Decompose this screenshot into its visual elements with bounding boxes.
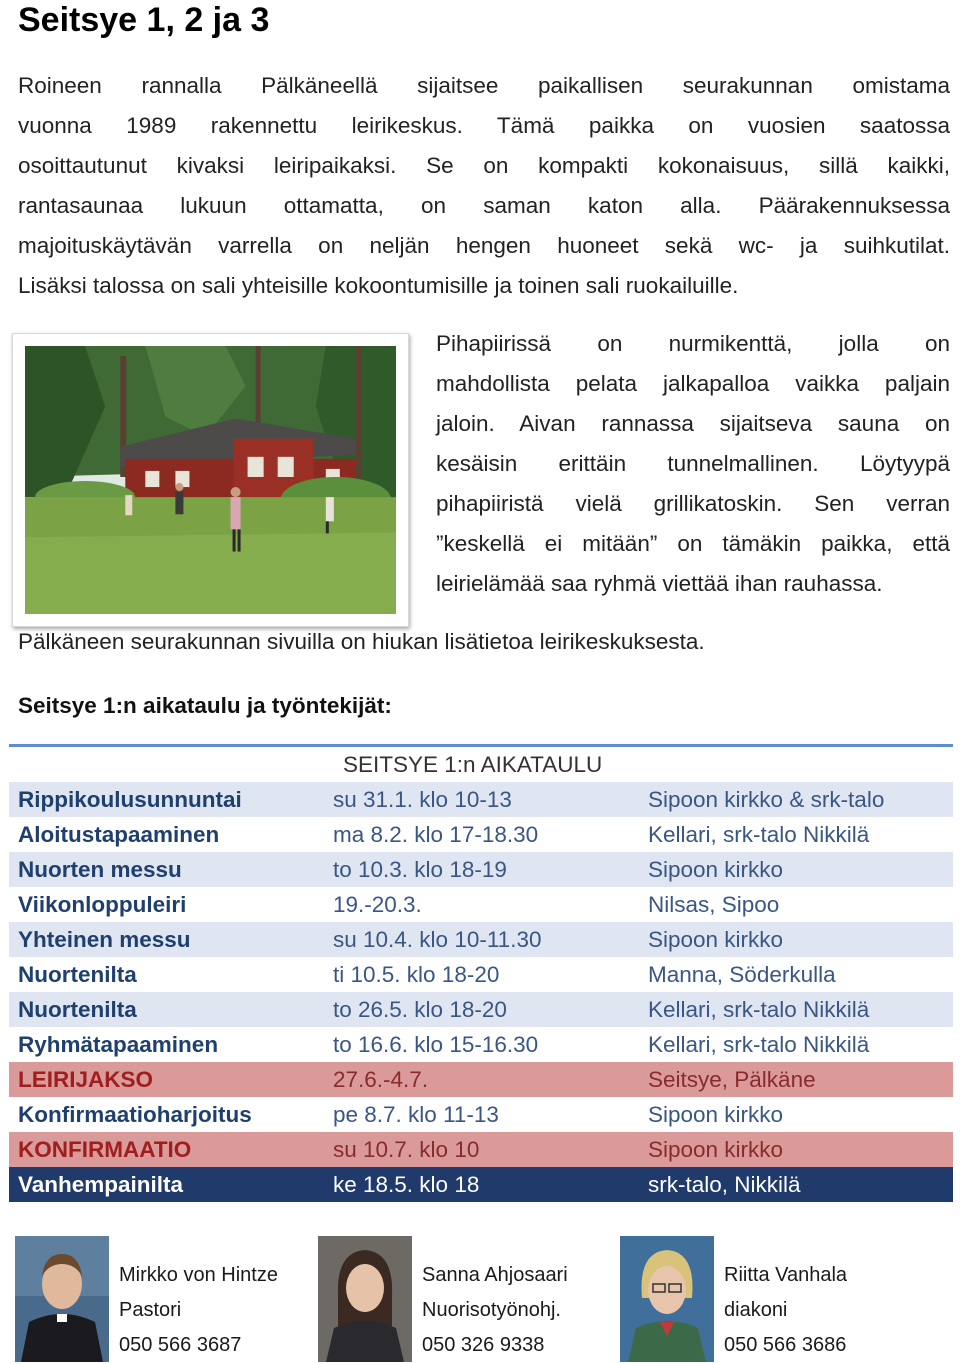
intro-paragraph <box>18 66 950 306</box>
time-cell: su 31.1. klo 10-13 <box>333 787 512 812</box>
side-line: mahdollista pelata jalkapalloa vaikka paljain <box>436 371 950 396</box>
staff-name: Sanna Ahjosaari <box>422 1264 568 1286</box>
camp-photo <box>12 333 409 627</box>
event-cell: Ryhmätapaaminen <box>18 1032 219 1057</box>
side-paragraph <box>436 324 950 604</box>
time-cell: to 26.5. klo 18-20 <box>333 997 507 1022</box>
staff-photo <box>318 1236 412 1362</box>
place-cell: Kellari, srk-talo Nikkilä <box>648 822 870 847</box>
time-cell: to 10.3. klo 18-19 <box>333 857 507 882</box>
table-row <box>9 922 953 957</box>
event-cell: Nuorten messu <box>18 857 182 882</box>
staff-name: Riitta Vanhala <box>724 1264 848 1286</box>
table-row <box>9 887 953 922</box>
table-row <box>9 817 953 852</box>
event-cell: Yhteinen messu <box>18 927 191 952</box>
place-cell: Sipoon kirkko & srk-talo <box>648 787 885 812</box>
schedule-title: SEITSYE 1:n AIKATAULU <box>9 747 953 782</box>
intro-line: majoituskäytävän varrella on neljän hengen huoneet sekä wc- ja suihkutilat. <box>18 233 950 258</box>
schedule-heading: Seitsye 1:n aikataulu ja työntekijät: <box>18 693 392 718</box>
staff-role: Pastori <box>119 1299 182 1321</box>
place-cell: Nilsas, Sipoo <box>648 892 780 917</box>
time-cell: ma 8.2. klo 17-18.30 <box>333 822 539 847</box>
place-cell: srk-talo, Nikkilä <box>648 1172 801 1197</box>
table-row-highlight <box>9 1132 953 1167</box>
camp-building-image <box>25 346 396 614</box>
staff-role: diakoni <box>724 1299 788 1321</box>
staff-phone: 050 566 3686 <box>724 1334 847 1356</box>
time-cell: 27.6.-4.7. <box>333 1067 429 1092</box>
staff-phone: 050 326 9338 <box>422 1334 545 1356</box>
place-cell: Kellari, srk-talo Nikkilä <box>648 1032 870 1057</box>
table-row-dark <box>9 1167 953 1202</box>
side-line: Pihapiirissä on nurmikenttä, jolla on <box>436 331 950 356</box>
intro-line: vuonna 1989 rakennettu leirikeskus. Tämä paikka on vuosien saatossa <box>18 113 950 138</box>
staff-photo <box>620 1236 714 1362</box>
intro-line: rantasaunaa lukuun ottamatta, on saman katon alla. Päärakennuksessa <box>18 193 950 218</box>
event-cell: LEIRIJAKSO <box>18 1067 154 1092</box>
time-cell: ke 18.5. klo 18 <box>333 1172 480 1197</box>
event-cell: Nuortenilta <box>18 997 137 1022</box>
staff-details <box>724 1258 847 1363</box>
event-cell: Vanhempainilta <box>18 1172 184 1197</box>
place-cell: Manna, Söderkulla <box>648 962 836 987</box>
side-line: kesäisin erittäin tunnelmallinen. Löytyypä <box>436 451 950 476</box>
side-line: ”keskellä ei mitään” on tämäkin paikka, että <box>436 531 950 556</box>
side-line: jaloin. Aivan rannassa sijaitseva sauna on <box>436 411 950 436</box>
staff-photo <box>15 1236 109 1362</box>
time-cell: to 16.6. klo 15-16.30 <box>333 1032 539 1057</box>
staff-details <box>422 1258 568 1363</box>
table-row <box>9 957 953 992</box>
event-cell: Nuortenilta <box>18 962 137 987</box>
side-line: leirielämää saa ryhmä viettää ihan rauhassa. <box>436 571 883 596</box>
staff-details <box>119 1258 278 1363</box>
place-cell: Kellari, srk-talo Nikkilä <box>648 997 870 1022</box>
place-cell: Sipoon kirkko <box>648 1137 784 1162</box>
time-cell: 19.-20.3. <box>333 892 422 917</box>
staff-name: Mirkko von Hintze <box>119 1264 278 1286</box>
place-cell: Sipoon kirkko <box>648 857 784 882</box>
event-cell: Konfirmaatioharjoitus <box>18 1102 252 1127</box>
intro-line: osoittautunut kivaksi leiripaikaksi. Se on kompakti kokonaisuus, sillä kaikki, <box>18 153 950 178</box>
event-cell: Aloitustapaaminen <box>18 822 220 847</box>
time-cell: pe 8.7. klo 11-13 <box>333 1102 499 1127</box>
place-cell: Sipoon kirkko <box>648 927 784 952</box>
time-cell: ti 10.5. klo 18-20 <box>333 962 500 987</box>
intro-line: Roineen rannalla Pälkäneellä sijaitsee paikallisen seurakunnan omistama <box>18 73 950 98</box>
info-line: Pälkäneen seurakunnan sivuilla on hiukan lisätietoa leirikeskuksesta. <box>18 629 705 654</box>
page-title: Seitsye 1, 2 ja 3 <box>18 1 270 39</box>
portrait-man-image <box>15 1236 109 1362</box>
portrait-woman-image <box>318 1236 412 1362</box>
table-row <box>9 1027 953 1062</box>
table-row <box>9 992 953 1027</box>
event-cell: KONFIRMAATIO <box>18 1137 192 1162</box>
portrait-woman-glasses-image <box>620 1236 714 1362</box>
event-cell: Viikonloppuleiri <box>18 892 187 917</box>
schedule-table <box>9 744 953 1202</box>
table-row <box>9 852 953 887</box>
event-cell: Rippikoulusunnuntai <box>18 787 242 812</box>
staff-role: Nuorisotyönohj. <box>422 1299 561 1321</box>
table-row <box>9 1097 953 1132</box>
time-cell: su 10.4. klo 10-11.30 <box>333 927 542 952</box>
place-cell: Seitsye, Pälkäne <box>648 1067 816 1092</box>
table-row <box>9 782 953 817</box>
place-cell: Sipoon kirkko <box>648 1102 784 1127</box>
time-cell: su 10.7. klo 10 <box>333 1137 480 1162</box>
table-row-highlight <box>9 1062 953 1097</box>
staff-phone: 050 566 3687 <box>119 1334 242 1356</box>
intro-line: Lisäksi talossa on sali yhteisille kokoontumisille ja toinen sali ruokailuille. <box>18 273 739 298</box>
side-line: pihapiiristä vielä grillikatoskin. Sen verran <box>436 491 950 516</box>
